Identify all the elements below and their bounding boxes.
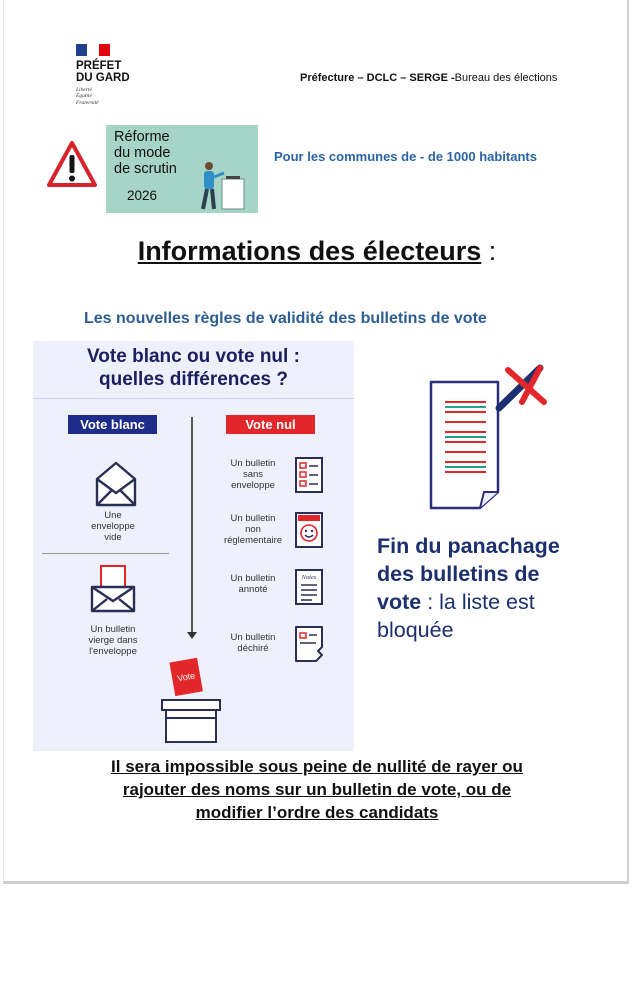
nul-item-non-regulation: Un bulletin non réglementaire xyxy=(223,513,283,546)
panachage-note: Fin du panachage des bulletins de vote : la liste est bloquée xyxy=(377,534,560,642)
section-subtitle: Les nouvelles règles de validité des bulletins de vote xyxy=(84,310,487,327)
blanc-item-blank-ballot: Un bulletin vierge dans l'enveloppe xyxy=(88,624,138,657)
communes-note: Pour les communes de - de 1000 habitants xyxy=(274,149,537,164)
reform-year: 2026 xyxy=(127,188,158,203)
prefet-logo xyxy=(76,44,156,106)
ballot-box-icon xyxy=(158,654,224,749)
blanc-item-empty-envelope: Une enveloppe vide xyxy=(91,510,135,543)
reform-banner xyxy=(106,125,258,213)
envelope-with-ballot-icon xyxy=(88,563,138,615)
logo-line2: DU GARD xyxy=(76,72,130,84)
svg-text:Vote: Vote xyxy=(176,670,196,684)
timeline-arrow-icon xyxy=(187,632,197,639)
page-title: Informations des électeurs : xyxy=(137,236,497,266)
blanc-divider xyxy=(42,553,169,554)
label-vote-nul: Vote nul xyxy=(226,415,315,434)
voter-ballot-box-icon xyxy=(192,159,252,213)
infographic-title: Vote blanc ou vote nul : quelles différences ? xyxy=(87,346,300,390)
logo-motto: Liberté Égalité Fraternité xyxy=(76,87,99,106)
nul-item-no-envelope: Un bulletin sans enveloppe xyxy=(230,458,276,491)
logo-line1: PRÉFET xyxy=(76,60,122,72)
smiley-ballot-icon xyxy=(294,511,324,549)
nul-item-torn: Un bulletin déchiré xyxy=(230,632,276,654)
header-service: Préfecture – DCLC – SERGE -Bureau des élections xyxy=(300,72,558,84)
crossed-ballot-document-icon xyxy=(428,360,558,515)
infographic-separator xyxy=(33,398,354,399)
warning-icon xyxy=(46,140,98,188)
label-vote-blanc: Vote blanc xyxy=(68,415,157,434)
ballot-list-icon xyxy=(294,456,324,494)
nullity-warning: Il sera impossible sous peine de nullité de rayer ou rajouter des noms sur un bulletin de vote, ou de modifier l’ordre des candidats xyxy=(111,757,523,822)
vote-infographic xyxy=(33,341,354,751)
torn-ballot-icon xyxy=(294,625,326,663)
open-envelope-icon xyxy=(94,457,138,509)
document-page xyxy=(3,0,629,884)
timeline-line xyxy=(191,417,193,635)
annotated-ballot-icon xyxy=(294,568,324,606)
svg-text:Notes: Notes xyxy=(301,574,317,581)
nul-item-annotated: Un bulletin annoté xyxy=(230,573,276,595)
marianne-flag-icon xyxy=(76,44,110,56)
reform-text: Réforme du mode de scrutin xyxy=(114,129,177,177)
